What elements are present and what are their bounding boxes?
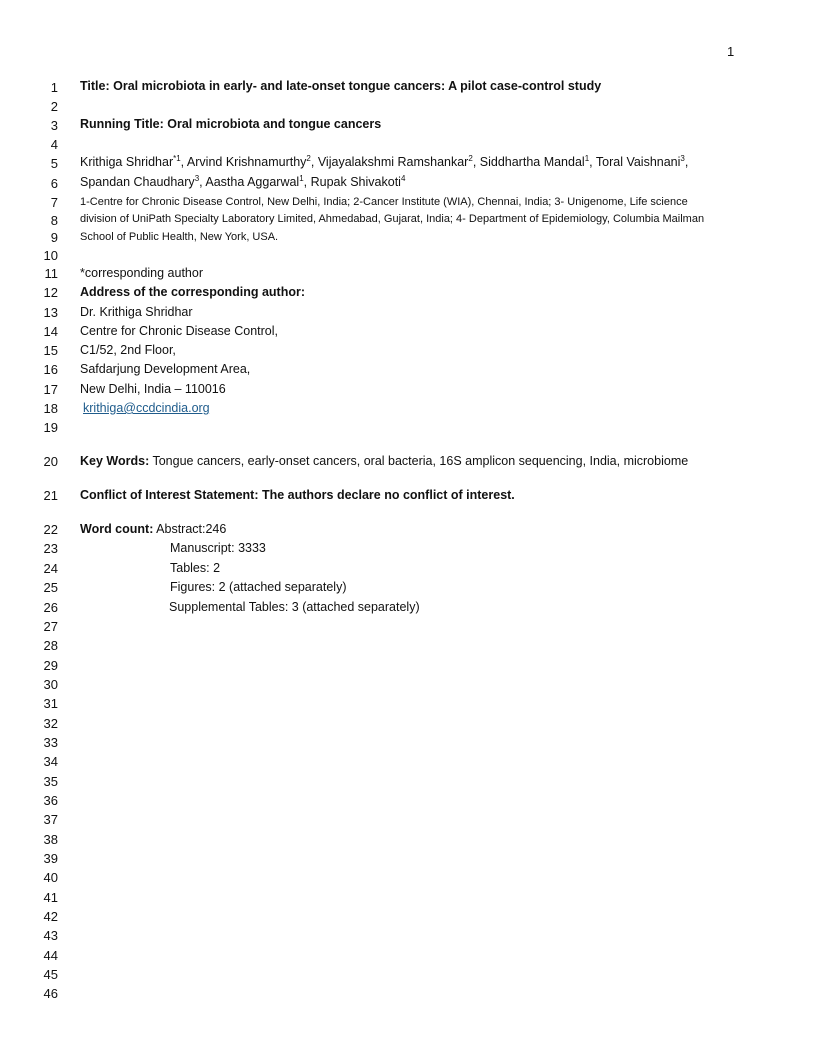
line-number: 19 xyxy=(43,420,58,435)
line-number: 2 xyxy=(50,99,58,114)
keywords-label: Key Words: xyxy=(80,454,150,468)
author-affiliation-mark: 2 xyxy=(306,154,311,163)
line-number: 37 xyxy=(43,812,58,827)
line-number: 14 xyxy=(43,324,58,339)
address-line: Centre for Chronic Disease Control, xyxy=(80,324,278,338)
author-affiliation-mark: 1 xyxy=(299,174,304,183)
line-number: 20 xyxy=(43,454,58,469)
line-number: 5 xyxy=(50,156,58,171)
author-affiliation-mark: 1 xyxy=(584,154,590,163)
line-number: 10 xyxy=(43,248,58,263)
author-affiliation-mark: 3 xyxy=(194,174,200,183)
line-number: 39 xyxy=(43,851,58,866)
affiliation-line: division of UniPath Specialty Laboratory Limited, Ahmedabad, Gujarat, India; 4- Department of Epidemiology, Columbia Mailman xyxy=(80,213,705,225)
author-name: , Siddhartha Mandal xyxy=(472,155,585,169)
line-number: 23 xyxy=(43,541,58,556)
affiliation-line: 1-Centre for Chronic Disease Control, New Delhi, India; 2-Cancer Institute (WIA), Chennai, India; 3- Unigenome, Life science xyxy=(80,196,688,208)
line-number: 12 xyxy=(43,285,58,300)
author-affiliation-mark: *1 xyxy=(173,154,181,163)
author-name: , Aastha Aggarwal xyxy=(199,175,300,189)
line-number: 38 xyxy=(43,832,58,847)
line-number: 7 xyxy=(50,195,58,210)
paper-title: Title: Oral microbiota in early- and late-onset tongue cancers: A pilot case-control study xyxy=(80,79,602,93)
affiliation-line: School of Public Health, New York, USA. xyxy=(80,231,279,243)
line-number: 22 xyxy=(43,522,58,537)
line-number: 33 xyxy=(43,735,58,750)
line-number: 30 xyxy=(43,677,58,692)
keywords xyxy=(80,454,688,468)
line-number: 41 xyxy=(43,890,58,905)
line-number: 16 xyxy=(43,362,58,377)
line-number: 21 xyxy=(43,488,58,503)
address-heading: Address of the corresponding author: xyxy=(80,285,306,299)
line-number: 3 xyxy=(50,118,58,133)
keywords-text: Tongue cancers, early-onset cancers, oral bacteria, 16S amplicon sequencing, India, microbiome xyxy=(149,454,689,468)
author-name: , xyxy=(684,155,689,169)
word-count-label: Word count: xyxy=(80,522,154,536)
address-line: Dr. Krithiga Shridhar xyxy=(80,305,193,319)
author-affiliation-mark: 4 xyxy=(400,174,406,183)
address-line: Safdarjung Development Area, xyxy=(80,362,251,376)
line-number: 34 xyxy=(43,754,58,769)
line-number: 42 xyxy=(43,909,58,924)
line-number: 26 xyxy=(43,600,58,615)
author-name: , Rupak Shivakoti xyxy=(303,175,401,189)
line-number: 40 xyxy=(43,870,58,885)
page-number: 1 xyxy=(727,44,735,59)
author-affiliation-mark: 2 xyxy=(468,154,473,163)
line-number: 45 xyxy=(43,967,58,982)
author-name: Krithiga Shridhar xyxy=(80,155,174,169)
line-number: 8 xyxy=(50,213,58,228)
line-number: 9 xyxy=(50,230,58,245)
author-name: , Toral Vaishnani xyxy=(589,155,681,169)
line-number: 36 xyxy=(43,793,58,808)
line-number: 27 xyxy=(43,619,58,634)
address-line: New Delhi, India – 110016 xyxy=(80,382,226,396)
line-number: 24 xyxy=(43,561,58,576)
author-name: , Arvind Krishnamurthy xyxy=(180,155,307,169)
figures-count: Figures: 2 (attached separately) xyxy=(170,580,347,594)
author-name: , Vijayalakshmi Ramshankar xyxy=(310,155,469,169)
manuscript-count: Manuscript: 3333 xyxy=(170,541,266,555)
line-number: 31 xyxy=(43,696,58,711)
corresponding-note: *corresponding author xyxy=(80,266,203,280)
email-link[interactable]: krithiga@ccdcindia.org xyxy=(83,401,210,415)
line-number: 1 xyxy=(50,80,58,95)
line-number: 11 xyxy=(44,266,58,281)
line-number: 43 xyxy=(43,928,58,943)
authors-line-2 xyxy=(80,175,405,189)
line-number: 17 xyxy=(43,382,58,397)
line-number: 25 xyxy=(43,580,58,595)
line-number: 18 xyxy=(43,401,58,416)
conflict-of-interest: Conflict of Interest Statement: The authors declare no conflict of interest. xyxy=(80,488,515,502)
line-number: 32 xyxy=(43,716,58,731)
line-number: 15 xyxy=(43,343,58,358)
author-name: Spandan Chaudhary xyxy=(80,175,195,189)
author-affiliation-mark: 3 xyxy=(680,154,685,163)
line-number: 46 xyxy=(43,986,58,1001)
line-number: 6 xyxy=(50,176,58,191)
line-number: 29 xyxy=(43,658,58,673)
running-title: Running Title: Oral microbiota and tongue cancers xyxy=(80,117,382,131)
line-number: 28 xyxy=(43,638,58,653)
line-number: 44 xyxy=(43,948,58,963)
line-number: 4 xyxy=(50,137,58,152)
abstract-count: Abstract:246 xyxy=(153,522,227,536)
tables-count: Tables: 2 xyxy=(170,561,221,575)
authors-line-1 xyxy=(80,155,688,169)
line-number: 13 xyxy=(43,305,58,320)
supplemental-tables-count: Supplemental Tables: 3 (attached separately) xyxy=(169,600,420,614)
line-number: 35 xyxy=(43,774,58,789)
word-count xyxy=(80,522,226,536)
address-line: C1/52, 2nd Floor, xyxy=(80,343,176,357)
